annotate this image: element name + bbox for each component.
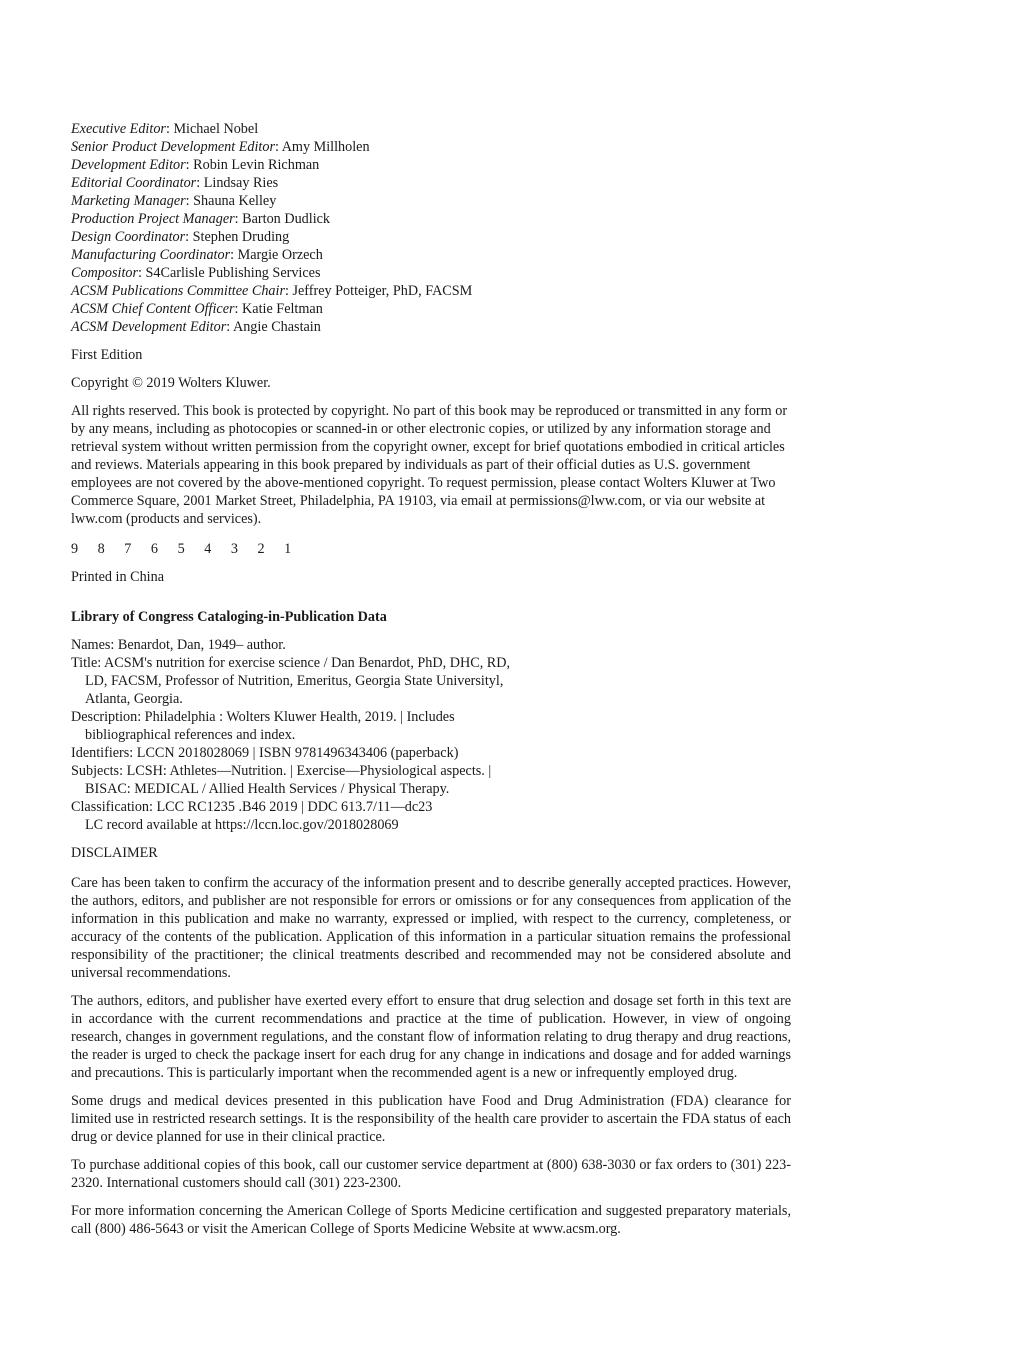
cip-line: Description: Philadelphia : Wolters Kluwer Health, 2019. | Includes [71, 709, 455, 725]
cip-line-continuation: LD, FACSM, Professor of Nutrition, Emeritus, Georgia State Universityl, [85, 673, 504, 689]
credit-name: Jeffrey Potteiger, PhD, FACSM [292, 283, 473, 299]
credit-role: Production Project Manager [71, 211, 235, 227]
credit-line: Senior Product Development Editor: Amy Millholen [71, 139, 370, 155]
credit-line: Executive Editor: Michael Nobel [71, 121, 259, 137]
cip-block [71, 608, 791, 834]
rights-statement: All rights reserved. This book is protected by copyright. No part of this book may be reproduced or transmitted in any form or by any means, including as photocopies or scanned-in or other electronic copies, or utilized by any information storage and retrieval system without written permission from the copyright owner, except for brief quotations embodied in critical articles and reviews. Materials appearing in this book prepared by individuals as part of their official duties as U.S. government employees are not covered by the above-mentioned copyright. To request permission, please contact Wolters Kluwer at Two Commerce Square, 2001 Market Street, Philadelphia, PA 19103, via email at permissions@lww.com, or via our website at lww.com (products and services). [71, 403, 788, 527]
purchase-info: To purchase additional copies of this book, call our customer service department at (800) 638-3030 or fax orders to (301) 223-2320. International customers should call (301) 223-2300. [71, 1157, 791, 1191]
credit-name: Shauna Kelley [193, 193, 277, 209]
cip-heading: Library of Congress Cataloging-in-Publication Data [71, 609, 387, 625]
edition-statement: First Edition [71, 347, 143, 363]
cip-line-continuation: LC record available at https://lccn.loc.gov/2018028069 [85, 817, 399, 833]
cip-line: Identifiers: LCCN 2018028069 | ISBN 9781496343406 (paperback) [71, 745, 459, 761]
credit-role: Manufacturing Coordinator [71, 247, 231, 263]
credit-line: Production Project Manager: Barton Dudlick [71, 211, 331, 227]
cip-line-continuation: Atlanta, Georgia. [85, 691, 183, 707]
credit-name: Amy Millholen [281, 139, 370, 155]
disclaimer-paragraph: Some drugs and medical devices presented in this publication have Food and Drug Administration (FDA) clearance for limited use in restricted research settings. It is the responsibility of the health care provider to ascertain the FDA status of each drug or device planned for use in their clinical practice. [71, 1093, 791, 1145]
credit-role: Senior Product Development Editor [71, 139, 275, 155]
credit-name: Stephen Druding [192, 229, 290, 245]
cip-line: Classification: LCC RC1235 .B46 2019 | DDC 613.7/11—dc23 [71, 799, 433, 815]
disclaimer-paragraph: Care has been taken to confirm the accuracy of the information present and to describe generally accepted practices. However, the authors, editors, and publisher are not responsible for errors or omissions or for any consequences from application of the information in this publication and make no warranty, expressed or implied, with respect to the currency, completeness, or accuracy of the contents of the publication. Application of this information in a particular situation remains the professional responsibility of the practitioner; the clinical treatments described and recommended may not be considered absolute and universal recommendations. [71, 875, 791, 981]
cip-line-continuation: BISAC: MEDICAL / Allied Health Services / Physical Therapy. [85, 781, 450, 797]
credit-line: Manufacturing Coordinator: Margie Orzech [71, 247, 323, 263]
credit-name: Barton Dudlick [242, 211, 331, 227]
credit-role: ACSM Development Editor [71, 319, 227, 335]
credit-name: Michael Nobel [173, 121, 259, 137]
credit-role: Compositor [71, 265, 139, 281]
copyright-notice: Copyright © 2019 Wolters Kluwer. [71, 375, 271, 391]
credit-role: ACSM Publications Committee Chair [71, 283, 285, 299]
disclaimer-paragraph: The authors, editors, and publisher have exerted every effort to ensure that drug selection and dosage set forth in this text are in accordance with the current recommendations and practice at the time of publication. However, in view of ongoing research, changes in government regulations, and the constant flow of information relating to drug therapy and drug reactions, the reader is urged to check the package insert for each drug for any change in indications and dosage and for added warnings and precautions. This is particularly important when the recommended agent is a new or infrequently employed drug. [71, 993, 791, 1081]
cip-line: Subjects: LCSH: Athletes—Nutrition. | Exercise—Physiological aspects. | [71, 763, 492, 779]
disclaimer-heading: DISCLAIMER [71, 845, 158, 861]
credit-role: Marketing Manager [71, 193, 186, 209]
credit-line: Editorial Coordinator: Lindsay Ries [71, 175, 279, 191]
credit-role: ACSM Chief Content Officer [71, 301, 235, 317]
print-line: 9 8 7 6 5 4 3 2 1 [71, 541, 300, 557]
credit-name: Robin Levin Richman [193, 157, 320, 173]
copyright-page [71, 120, 791, 1238]
credit-role: Editorial Coordinator [71, 175, 197, 191]
credit-name: Angie Chastain [232, 319, 321, 335]
credit-name: Lindsay Ries [203, 175, 279, 191]
credit-role: Executive Editor [71, 121, 166, 137]
credit-line: Marketing Manager: Shauna Kelley [71, 193, 277, 209]
credit-role: Design Coordinator [71, 229, 186, 245]
cip-line-continuation: bibliographical references and index. [85, 727, 296, 743]
credit-line: Design Coordinator: Stephen Druding [71, 229, 290, 245]
credit-line: Development Editor: Robin Levin Richman [71, 157, 320, 173]
credit-line: ACSM Chief Content Officer: Katie Feltman [71, 301, 323, 317]
credit-role: Development Editor [71, 157, 186, 173]
credit-name: Margie Orzech [237, 247, 323, 263]
printed-in: Printed in China [71, 569, 165, 585]
acsm-info: For more information concerning the American College of Sports Medicine certification and suggested preparatory materials, call (800) 486-5643 or visit the American College of Sports Medicine Website at www.acsm.org. [71, 1203, 791, 1237]
cip-line: Title: ACSM's nutrition for exercise science / Dan Benardot, PhD, DHC, RD, [71, 655, 511, 671]
cip-lines [71, 636, 791, 834]
credits-list [71, 120, 791, 336]
credit-name: Katie Feltman [242, 301, 323, 317]
credit-line: ACSM Publications Committee Chair: Jeffrey Potteiger, PhD, FACSM [71, 283, 473, 299]
cip-line: Names: Benardot, Dan, 1949– author. [71, 637, 286, 653]
credit-line: ACSM Development Editor: Angie Chastain [71, 319, 321, 335]
credit-line: Compositor: S4Carlisle Publishing Services [71, 265, 321, 281]
credit-name: S4Carlisle Publishing Services [145, 265, 321, 281]
